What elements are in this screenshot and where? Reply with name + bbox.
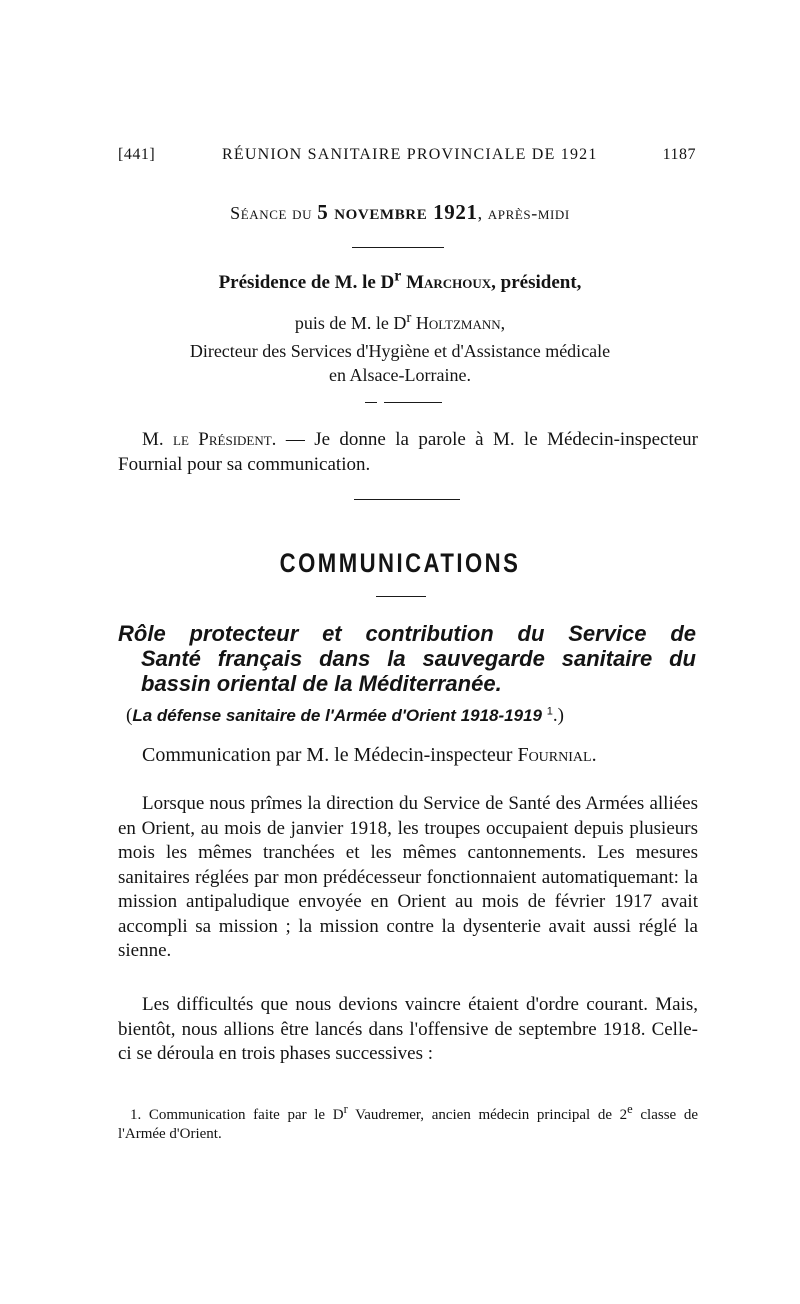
- vice-presidency-line: [0, 310, 800, 334]
- subtitle-text: La défense sanitaire de l'Armée d'Orient 1918-1919: [132, 706, 542, 725]
- author-name: Fournial: [517, 744, 592, 766]
- president-remark: [118, 428, 698, 477]
- vice-prefix: puis de M. le D: [294, 313, 407, 333]
- running-header: [118, 146, 696, 170]
- footnote-text: classe de l'Armée d'Orient.: [118, 1107, 698, 1142]
- footnote-ref: 1: [546, 705, 553, 718]
- footnote-sup: e: [627, 1102, 633, 1116]
- presidency-suffix: , président,: [491, 272, 582, 293]
- subtitle-paren-open: (: [126, 705, 133, 726]
- speaker-label: M. le Président.: [142, 429, 277, 450]
- footnote-text: Vaudremer, ancien médecin principal de 2: [347, 1107, 628, 1123]
- presidency-line: [0, 267, 800, 294]
- article-title-line: bassin oriental de la Méditerranée.: [141, 671, 502, 696]
- session-heading: [0, 200, 800, 225]
- session-suffix: , après-midi: [477, 203, 570, 223]
- running-title: RÉUNION SANITAIRE PROVINCIALE DE 1921: [222, 146, 598, 163]
- vice-president-name: Holtzmann: [415, 313, 501, 333]
- article-title-line: Santé français dans la sauvegarde sanitaire du: [141, 646, 696, 671]
- separator-rule: [384, 402, 442, 403]
- body-paragraph: Lorsque nous prîmes la direction du Service de Santé des Armées alliées en Orient, au mois de janvier 1918, les troupes occupaient depuis plusieurs mois les mêmes tranchées et les mêmes cantonnements. Les mesures sanitaires réglées par mon prédécesseur fonctionnaient automatiquemant: la mission antipaludique envoyée en Orient au mois de février 1917 avait accompli sa mission ; la mission contre la dysenterie avait aussi réglé la sienne.: [118, 793, 698, 961]
- page-reference: [441]: [118, 146, 156, 163]
- president-name: Marchoux: [406, 272, 492, 293]
- session-date: 5 novembre 1921: [317, 200, 478, 224]
- director-title: Directeur des Services d'Hygiène et d'Assistance médicale: [189, 341, 611, 361]
- byline-prefix: Communication par M. le Médecin-inspecteur: [142, 744, 518, 766]
- footnote-mark: 1.: [130, 1107, 142, 1123]
- separator-rule: [376, 596, 426, 597]
- separator-rule-short: [365, 402, 377, 403]
- article-subtitle: [126, 705, 564, 727]
- footnote-sup: r: [343, 1102, 348, 1116]
- article-title: [118, 621, 696, 696]
- byline: [142, 744, 597, 767]
- presidency-prefix: Présidence de M. le D: [218, 272, 395, 293]
- remark-text: — Je donne la parole à M. le Médecin-inspecteur Fournial pour sa communication.: [118, 429, 698, 475]
- vice-suffix: ,: [500, 313, 506, 333]
- subtitle-paren-close: .): [552, 705, 564, 726]
- section-heading: COMMUNICATIONS: [279, 548, 521, 578]
- footnote: [118, 1102, 698, 1144]
- separator-rule: [352, 247, 444, 248]
- byline-suffix: .: [591, 744, 597, 766]
- presidency-sup: r: [394, 267, 402, 285]
- director-region: en Alsace-Lorraine.: [329, 365, 471, 385]
- footnote-text: Communication faite par le D: [141, 1107, 344, 1123]
- body-paragraph: Les difficultés que nous devions vaincre étaient d'ordre courant. Mais, bientôt, nous allions être lancés dans l'offensive de septembre 1918. Celle-ci se déroula en trois phases successives :: [118, 994, 698, 1064]
- article-title-line: Rôle protecteur et contribution du Service de: [118, 621, 696, 646]
- page-number: 1187: [662, 146, 696, 163]
- session-prefix: Séance du: [230, 203, 318, 223]
- separator-rule: [354, 499, 460, 500]
- vice-sup: r: [406, 310, 412, 326]
